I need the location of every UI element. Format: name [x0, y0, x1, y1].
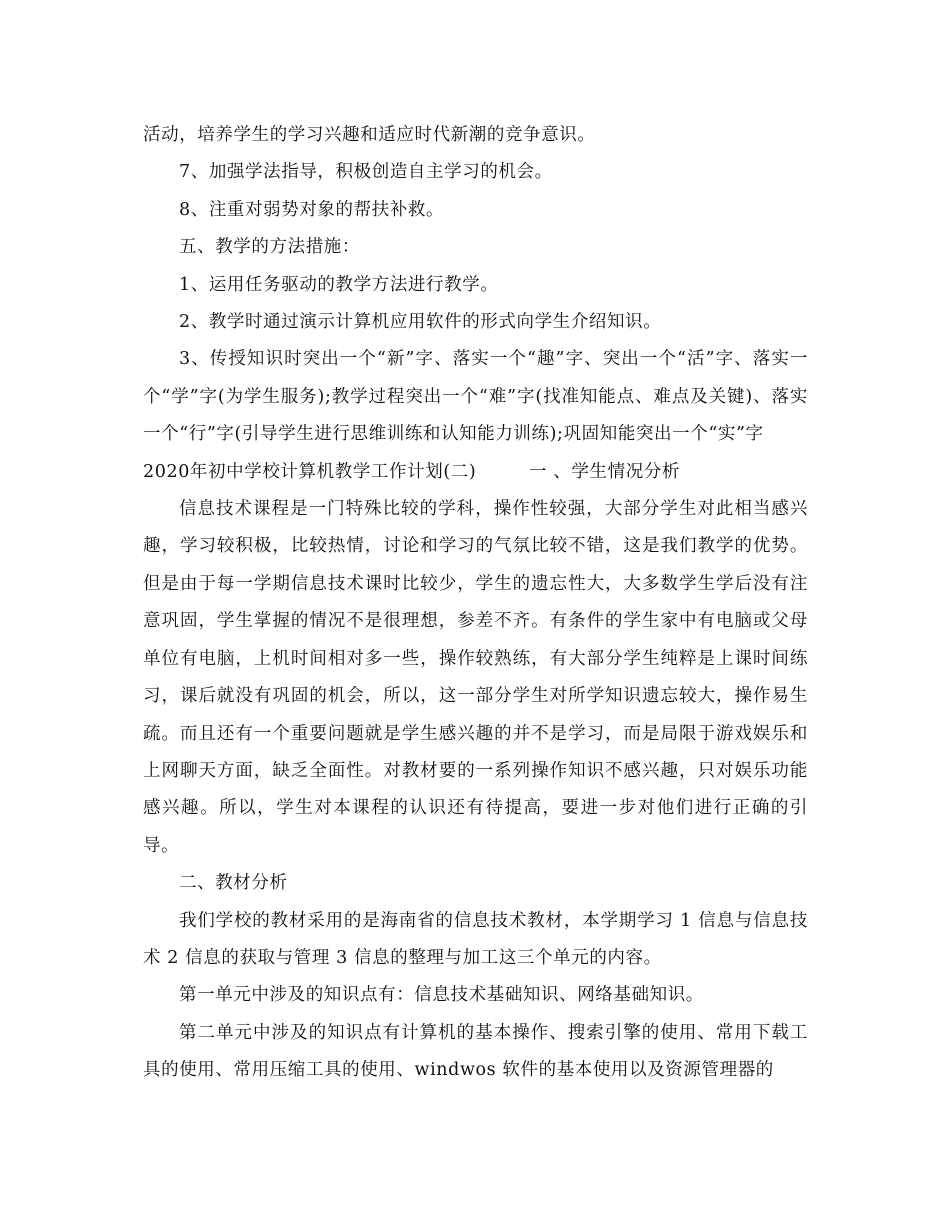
- paragraph-1: 活动，培养学生的学习兴趣和适应时代新潮的竞争意识。: [143, 125, 596, 145]
- paragraph-student-analysis: 信息技术课程是一门特殊比较的学科，操作性较强，大部分学生对此相当感兴趣，学习较积极，比较热情，讨论和学习的气氛比较不错，这是我们教学的优势。但是由于每一学期信息技术课时比较少，学生的遗忘性大，大多数学生学后没有注意巩固，学生掌握的情况不是很理想，参差不齐。有条件的学生家中有电脑或父母单位有电脑，上机时间相对多一些，操作较熟练，有大部分学生纯粹是上课时间练习，课后就没有巩固的机会，所以，这一部分学生对所学知识遗忘较大，操作易生疏。而且还有一个重要问题就是学生感兴趣的并不是学习，而是局限于游戏娱乐和上网聊天方面，缺乏全面性。对教材要的一系列操作知识不感兴趣，只对娱乐功能感兴趣。所以，学生对本课程的认识还有待提高，要进一步对他们进行正确的引导。: [143, 499, 808, 856]
- section-title-line: [143, 454, 808, 491]
- section-heading-methods: 五、教学的方法措施：: [179, 237, 360, 258]
- paragraph-unit-two: 第二单元中涉及的知识点有计算机的基本操作、搜索引擎的使用、常用下载工具的使用、常用压缩工具的使用、windwos 软件的基本使用以及资源管理器的: [143, 1022, 808, 1081]
- section-subtitle: 一 、学生情况分析: [529, 461, 680, 482]
- section-heading-materials: 二、教材分析: [179, 873, 288, 894]
- paragraph-6: 2、教学时通过演示计算机应用软件的形式向学生介绍知识。: [179, 312, 662, 333]
- paragraph-5: 1、运用任务驱动的教学方法进行教学。: [179, 274, 499, 295]
- paragraph-unit-one: 第一单元中涉及的知识点有：信息技术基础知识、网络基础知识。: [179, 985, 704, 1006]
- paragraph-7: 3、传授知识时突出一个“新”字、落实一个“趣”字、突出一个“活”字、落实一个“学”字(为学生服务);教学过程突出一个“难”字(找准知能点、难点及关键)、落实一个“行”字(引导学生进行思维训练和认知能力训练);巩固知能突出一个“实”字: [143, 349, 808, 445]
- paragraph-3: 8、注重对弱势对象的帮扶补救。: [179, 199, 445, 220]
- paragraph-materials: 我们学校的教材采用的是海南省的信息技术教材，本学期学习 1 信息与信息技术 2 信息的获取与管理 3 信息的整理与加工这三个单元的内容。: [143, 910, 808, 968]
- section-title: 2020年初中学校计算机教学工作计划(二): [143, 461, 477, 482]
- paragraph-2: 7、加强学法指导，积极创造自主学习的机会。: [179, 162, 553, 183]
- document-body: [143, 117, 808, 1090]
